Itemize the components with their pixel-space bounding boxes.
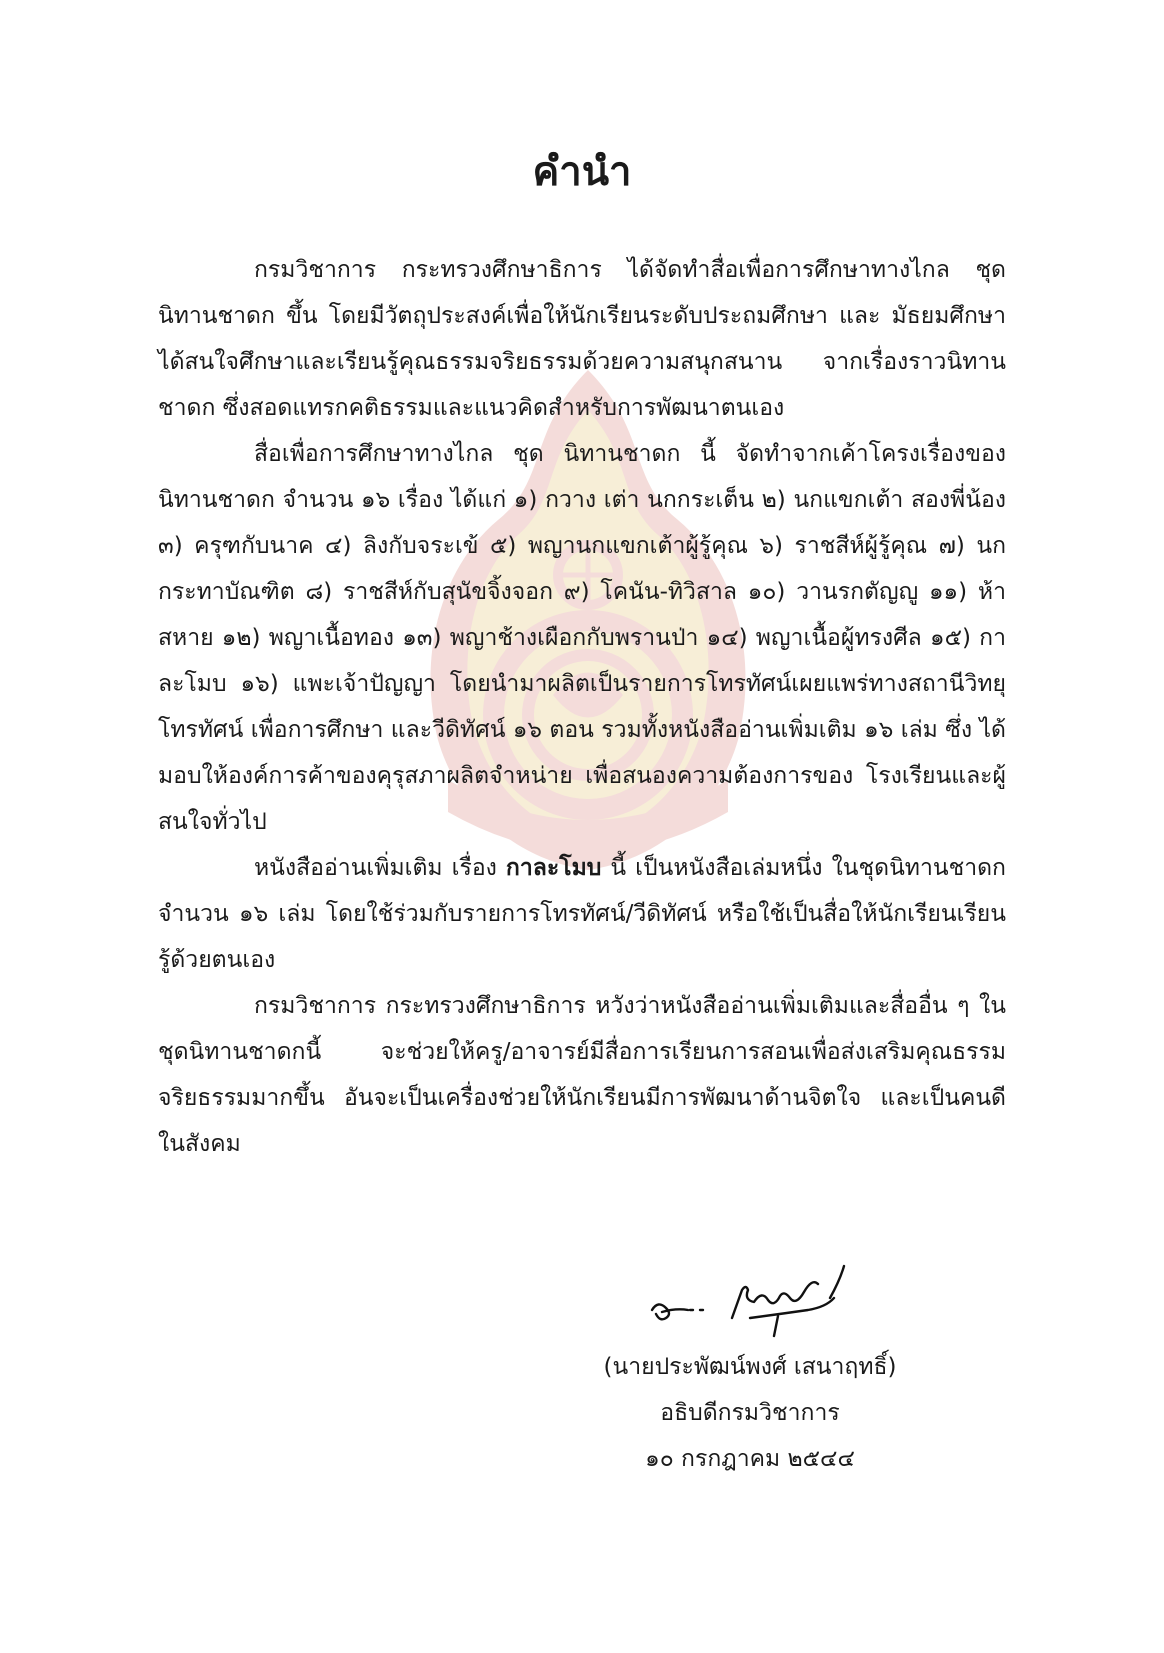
signatory-name: (นายประพัฒน์พงศ์ เสนาฤทธิ์) <box>603 1354 897 1380</box>
signatory-position: อธิบดีกรมวิชาการ <box>660 1400 840 1426</box>
paragraph-purpose: กรมวิชาการ กระทรวงศึกษาธิการ ได้จัดทำสื่อเพื่อการศึกษาทางไกล ชุด นิทานชาดก ขึ้น โดยมีวัตถุประสงค์เพื่อให้นักเรียนระดับประถมศึกษา และ มัธยมศึกษา ได้สนใจศึกษาและเรียนรู้คุณธรรมจริยธรรมด้วยความสนุกสนาน จากเรื่องราวนิทานชาดก ซึ่งสอดแทรกคติธรรมและแนวคิดสำหรับการพัฒนาตนเอง <box>158 257 1006 421</box>
signature-date: ๑๐ กรกฎาคม ๒๕๔๔ <box>645 1446 855 1472</box>
page-title: คำนำ <box>532 149 632 195</box>
paragraph-story-list: สื่อเพื่อการศึกษาทางไกล ชุด นิทานชาดก นี้ จัดทำจากเค้าโครงเรื่องของ นิทานชาดก จำนวน ๑๖ เรื่อง ได้แก่ ๑) กวาง เต่า นกกระเต็น ๒) นกแขกเต้า สองพี่น้อง ๓) ครุฑกับนาค ๔) ลิงกับจระเข้ ๕) พญานกแขกเต้าผู้รู้คุณ ๖) ราชสีห์ผู้รู้คุณ ๗) นกกระทาบัณฑิต ๘) ราชสีห์กับสุนัขจิ้งจอก ๙) โคนัน-ทิวิสาล ๑๐) วานรกตัญญู ๑๑) ห้าสหาย ๑๒) พญาเนื้อทอง ๑๓) พญาช้างเผือกกับพรานป่า ๑๔) พญาเนื้อผู้ทรงศีล ๑๕) กาละโมบ ๑๖) แพะเจ้าปัญญา โดยนำมาผลิตเป็นรายการโทรทัศน์เผยแพร่ทางสถานีวิทยุโทรทัศน์ เพื่อการศึกษา และวีดิทัศน์ ๑๖ ตอน รวมทั้งหนังสืออ่านเพิ่มเติม ๑๖ เล่ม ซึ่ง ได้มอบให้องค์การค้าของคุรุสภาผลิตจำหน่าย เพื่อสนองความต้องการของ โรงเรียนและผู้สนใจทั่วไป <box>158 441 1006 835</box>
paragraph-book-text-before: หนังสืออ่านเพิ่มเติม เรื่อง <box>254 855 506 881</box>
signature-block <box>540 1260 960 1482</box>
paragraph-book-description <box>158 845 1006 983</box>
foreword-body <box>158 247 1006 1167</box>
book-title-emphasis: กาละโมบ <box>505 855 602 881</box>
paragraph-book-text-after: นี้ เป็นหนังสือเล่มหนึ่ง ในชุดนิทานชาดก จำนวน ๑๖ เล่ม โดยใช้ร่วมกับรายการโทรทัศน์/วีดิทัศน์ หรือใช้เป็นสื่อให้นักเรียนเรียนรู้ด้วยตนเอง <box>158 855 1006 973</box>
handwritten-signature-icon <box>640 1260 860 1344</box>
paragraph-closing: กรมวิชาการ กระทรวงศึกษาธิการ หวังว่าหนังสืออ่านเพิ่มเติมและสื่ออื่น ๆ ในชุดนิทานชาดกนี้ จะช่วยให้ครู/อาจารย์มีสื่อการเรียนการสอนเพื่อส่งเสริมคุณธรรมจริยธรรมมากขึ้น อันจะเป็นเครื่องช่วยให้นักเรียนมีการพัฒนาด้านจิตใจ และเป็นคนดีในสังคม <box>158 993 1006 1157</box>
